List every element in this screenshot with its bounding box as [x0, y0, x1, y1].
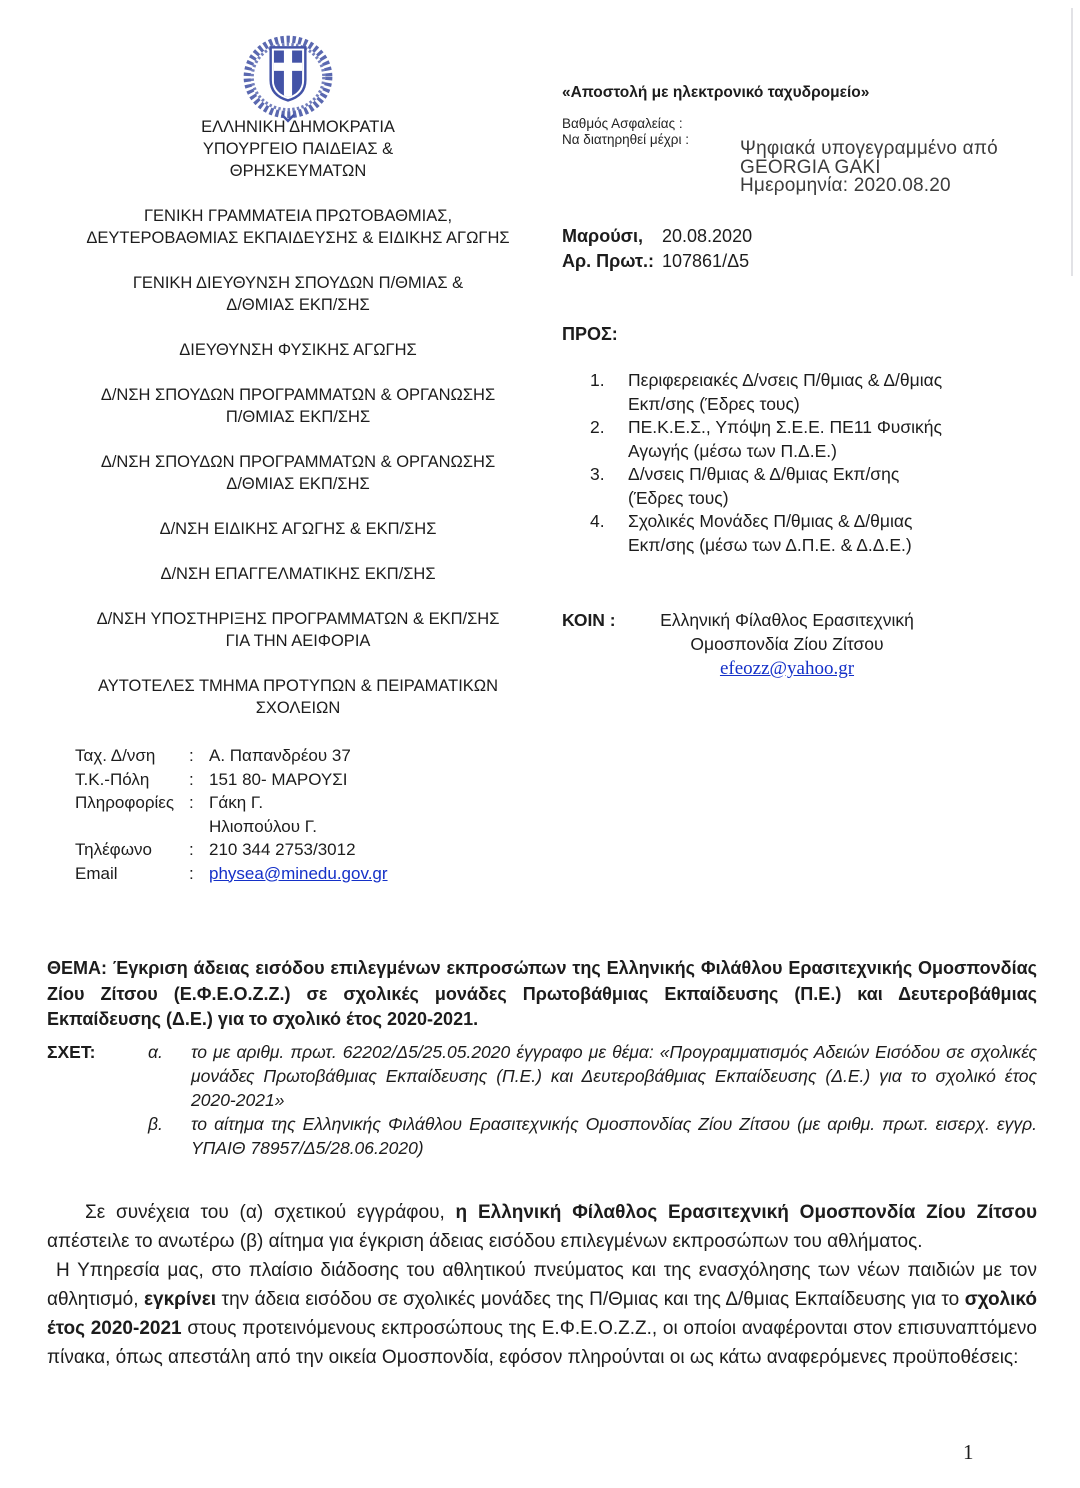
- recipient-text: [628, 463, 899, 510]
- body-text-bold: εγκρίνει: [144, 1289, 217, 1310]
- letterhead-group: [48, 675, 548, 719]
- recipient-line: (Έδρες τους): [628, 487, 729, 508]
- contact-row-email: [75, 862, 388, 886]
- recipient-line: Αγωγής (μέσω των Π.Δ.Ε.): [628, 440, 837, 461]
- protocol-value: 107861/Δ5: [662, 251, 750, 271]
- letterhead-group: [48, 384, 548, 428]
- contact-block: [75, 744, 388, 885]
- recipient-item: [590, 369, 1010, 416]
- subject-paragraph: [47, 956, 1037, 1033]
- protocol-label: Αρ. Πρωτ.:: [562, 251, 655, 271]
- letterhead-line: Δ/ΝΣΗ ΥΠΟΣΤΗΡΙΞΗΣ ΠΡΟΓΡΑΜΜΑΤΩΝ & ΕΚΠ/ΣΗΣ: [96, 610, 500, 628]
- digital-signature-stamp: [740, 140, 998, 196]
- letterhead-group: [48, 205, 548, 249]
- body-text: Η Υπηρεσία μας, στο πλαίσιο διάδοσης του αθλητικού πνεύματος και της ενασχόλησης των νέων παιδιών με τον αθλητισμό,: [47, 1260, 1037, 1310]
- letterhead-group: [48, 451, 548, 495]
- contact-row-information: [75, 791, 388, 815]
- contact-separator: :: [189, 769, 194, 789]
- recipient-line: ΠΕ.Κ.Ε.Σ., Υπόψη Σ.Ε.Ε. ΠΕ11 Φυσικής: [628, 417, 942, 437]
- contact-value: 210 344 2753/3012: [209, 840, 356, 859]
- letterhead-line: ΓΕΝΙΚΗ ΔΙΕΥΘΥΝΣΗ ΣΠΟΥΔΩΝ Π/ΘΜΙΑΣ &: [132, 274, 464, 292]
- letterhead-line: Δ/ΘΜΙΑΣ ΕΚΠ/ΣΗΣ: [226, 475, 370, 493]
- contact-row-information-2: [75, 815, 388, 839]
- date-protocol-block: [562, 224, 752, 274]
- body-text-bold: σχολικό έτος 2020-2021: [47, 1289, 1038, 1339]
- page-number: 1: [963, 1440, 974, 1464]
- recipient-item: [590, 510, 1010, 557]
- signature-line: GEORGIA GAKI: [740, 156, 881, 178]
- letterhead-line: Δ/ΝΣΗ ΕΙΔΙΚΗΣ ΑΓΩΓΗΣ & ΕΚΠ/ΣΗΣ: [159, 520, 437, 538]
- date-value: 20.08.2020: [662, 226, 753, 246]
- letterhead-line: ΓΕΝΙΚΗ ΓΡΑΜΜΑΤΕΙΑ ΠΡΩΤΟΒΑΘΜΙΑΣ,: [143, 207, 453, 225]
- reference-marker: α.: [148, 1042, 163, 1062]
- to-label: ΠΡΟΣ:: [562, 324, 618, 344]
- ministry-email-link[interactable]: physea@minedu.gov.gr: [209, 863, 388, 883]
- letterhead-line: Δ/ΘΜΙΑΣ ΕΚΠ/ΣΗΣ: [226, 296, 370, 314]
- contact-separator: :: [189, 746, 194, 765]
- protocol-row: [562, 249, 752, 274]
- contact-label: Email: [75, 863, 118, 883]
- recipient-line: Εκπ/σης (μέσω των Δ.Π.Ε. & Δ.Δ.Ε.): [628, 534, 912, 555]
- body-paragraph-2: [47, 1256, 1037, 1372]
- letterhead-line: ΓΙΑ ΤΗΝ ΑΕΙΦΟΡΙΑ: [225, 632, 371, 650]
- reference-label-spacer: [47, 1112, 148, 1160]
- body-text: Σε συνέχεια του (α) σχετικού εγγράφου,: [85, 1202, 456, 1223]
- letterhead-group: [48, 518, 548, 540]
- city-label: Μαρούσι,: [562, 226, 643, 246]
- recipient-number: 4.: [590, 511, 605, 531]
- recipient-number: 2.: [590, 417, 605, 437]
- recipient-text: [628, 510, 912, 557]
- letterhead-line: Δ/ΝΣΗ ΣΠΟΥΔΩΝ ΠΡΟΓΡΑΜΜΑΤΩΝ & ΟΡΓΑΝΩΣΗΣ: [100, 453, 496, 471]
- reference-marker: β.: [148, 1114, 163, 1134]
- letterhead-group: [48, 339, 548, 361]
- contact-value: 151 80- ΜΑΡΟΥΣΙ: [209, 769, 348, 789]
- letterhead-line: ΑΥΤΟΤΕΛΕΣ ΤΜΗΜΑ ΠΡΟΤΥΠΩΝ & ΠΕΙΡΑΜΑΤΙΚΩΝ: [97, 677, 499, 695]
- signature-line: Ψηφιακά υπογεγραμμένο από: [740, 138, 998, 159]
- recipient-number: 1.: [590, 370, 605, 390]
- letterhead-line: ΣΧΟΛΕΙΩΝ: [255, 699, 341, 717]
- letterhead-line: Δ/ΝΣΗ ΕΠΑΓΓΕΛΜΑΤΙΚΗΣ ΕΚΠ/ΣΗΣ: [160, 565, 436, 583]
- body-text-bold: η Ελληνική Φίλαθλος Ερασιτεχνική Ομοσπονδία Ζίου Ζίτσου: [455, 1202, 1037, 1223]
- contact-separator: :: [189, 793, 194, 812]
- cc-organization-line: Ελληνική Φίλαθλος Ερασιτεχνική: [660, 610, 914, 630]
- contact-row-phone: [75, 838, 388, 862]
- recipient-text: [628, 369, 942, 416]
- letterhead-group: [48, 608, 548, 652]
- letter-body: [47, 1198, 1037, 1372]
- cc-organization: [642, 608, 932, 681]
- body-paragraph-1: [47, 1198, 1037, 1256]
- contact-value: Γάκη Γ.: [209, 793, 264, 812]
- cc-block: [562, 608, 932, 681]
- body-text: στους προτεινόμενους εκπροσώπους της Ε.Φ.Ε.Ο.Ζ.Ζ., οι οποίοι αναφέρονται στον επισυναπτόμενο πίνακα, όπως απεστάλη από την οικεία Ομοσπονδία, εφόσον πληρούνται οι ως κάτω αναφερόμενες προϋποθέσεις:: [47, 1318, 1037, 1368]
- signature-line: Ημερομηνία: 2020.08.20: [740, 175, 951, 196]
- delivery-method-note: «Αποστολή με ηλεκτρονικό ταχυδρομείο»: [562, 84, 870, 101]
- date-row: [562, 224, 752, 249]
- letterhead-line: Δ/ΝΣΗ ΣΠΟΥΔΩΝ ΠΡΟΓΡΑΜΜΑΤΩΝ & ΟΡΓΑΝΩΣΗΣ: [100, 386, 496, 404]
- contact-separator: :: [189, 840, 194, 859]
- subject-label: ΘΕΜΑ:: [47, 958, 107, 978]
- reference-text: το με αριθμ. πρωτ. 62202/Δ5/25.05.2020 έγγραφο με θέμα: «Προγραμματισμός Αδειών Εισόδου σε σχολικές μονάδες Πρωτοβάθμιας Εκπαίδευσης (Π.Ε.) και Δευτεροβάθμιας Εκπαίδευσης (Δ.Ε.) για το σχολικό έτος 2020-2021»: [191, 1042, 1037, 1110]
- letterhead-line: ΕΛΛΗΝΙΚΗ ΔΗΜΟΚΡΑΤΙΑ: [201, 118, 395, 136]
- reference-text: το αίτημα της Ελληνικής Φιλάθλου Ερασιτεχνικής Ομοσπονδίας Ζίου Ζίτσου (με αριθμ. πρωτ. εισερχ. εγγρ. ΥΠΑΙΘ 78957/Δ5/28.06.2020): [191, 1114, 1037, 1158]
- recipient-line: Σχολικές Μονάδες Π/θμιας & Δ/θμιας: [628, 511, 913, 531]
- letterhead-line: ΔΙΕΥΘΥΝΣΗ ΦΥΣΙΚΗΣ ΑΓΩΓΗΣ: [179, 341, 417, 359]
- letterhead-group: [48, 563, 548, 585]
- letterhead-line: ΘΡΗΣΚΕΥΜΑΤΩΝ: [229, 162, 367, 180]
- letterhead-line: ΔΕΥΤΕΡΟΒΑΘΜΙΑΣ ΕΚΠΑΙΔΕΥΣΗΣ & ΕΙΔΙΚΗΣ ΑΓΩΓΗΣ: [86, 229, 510, 247]
- recipient-item: [590, 463, 1010, 510]
- security-level-label: Βαθμός Ασφαλείας :: [562, 116, 683, 131]
- recipient-number: 3.: [590, 464, 605, 484]
- references-block: [47, 1040, 1037, 1160]
- recipient-line: Περιφερειακές Δ/νσεις Π/θμιας & Δ/θμιας: [628, 370, 943, 390]
- recipient-line: Εκπ/σης (Έδρες τους): [628, 393, 800, 414]
- reference-item: [47, 1040, 1037, 1112]
- retain-until-label: Να διατηρηθεί μέχρι :: [562, 131, 689, 147]
- hellenic-republic-emblem-icon: [237, 33, 339, 123]
- security-classification: [562, 116, 689, 147]
- recipient-item: [590, 416, 1010, 463]
- cc-organization-line: Ομοσπονδία Ζίου Ζίτσου: [690, 634, 884, 654]
- contact-label: Τηλέφωνο: [75, 840, 152, 859]
- contact-label: [75, 815, 189, 839]
- letterhead-group: [48, 272, 548, 316]
- recipient-line: Δ/νσεις Π/θμιας & Δ/θμιας Εκπ/σης: [628, 464, 900, 484]
- subject-text: Έγκριση άδειας εισόδου επιλεγμένων εκπροσώπων της Ελληνικής Φιλάθλου Ερασιτεχνικής Ομοσπονδίας Ζίου Ζίτσου (Ε.Φ.Ε.Ο.Ζ.Ζ.) σε σχολικές μονάδες Πρωτοβάθμιας Εκπαίδευσης (Π.Ε.) και Δευτεροβάθμιας Εκπαίδευσης (Δ.Ε.) για το σχολικό έτος 2020-2021.: [47, 958, 1037, 1029]
- contact-separator: [189, 815, 205, 839]
- contact-row-postcode: [75, 768, 388, 792]
- letterhead-line: ΥΠΟΥΡΓΕΙΟ ΠΑΙΔΕΙΑΣ &: [202, 140, 394, 158]
- ministry-letterhead: [48, 116, 548, 742]
- cc-email-link[interactable]: efeozz@yahoo.gr: [719, 658, 855, 679]
- contact-value: Α. Παπανδρέου 37: [209, 746, 351, 765]
- contact-label: Πληροφορίες: [75, 793, 175, 812]
- contact-value: Ηλιοπούλου Γ.: [209, 816, 317, 836]
- body-text: απέστειλε το ανωτέρω (β) αίτημα για έγκριση άδειας εισόδου επιλεγμένων εκπροσώπων του αθλήματος.: [47, 1231, 923, 1252]
- letterhead-line: Π/ΘΜΙΑΣ ΕΚΠ/ΣΗΣ: [225, 408, 371, 426]
- recipients-list: [590, 369, 1010, 557]
- contact-label: Ταχ. Δ/νση: [75, 746, 156, 765]
- letterhead-group: [48, 116, 548, 182]
- reference-item: [47, 1112, 1037, 1160]
- contact-label: Τ.Κ.-Πόλη: [75, 769, 150, 789]
- scan-edge-artifact: [1071, 8, 1073, 276]
- cc-label: ΚΟΙΝ :: [562, 610, 616, 630]
- recipient-text: [628, 416, 942, 463]
- body-text: την άδεια εισόδου σε σχολικές μονάδες της Π/Θμιας και της Δ/θμιας Εκπαίδευσης για το: [216, 1289, 965, 1310]
- contact-separator: :: [189, 863, 194, 883]
- references-label: ΣΧΕΤ:: [47, 1042, 96, 1062]
- contact-row-address: [75, 744, 388, 768]
